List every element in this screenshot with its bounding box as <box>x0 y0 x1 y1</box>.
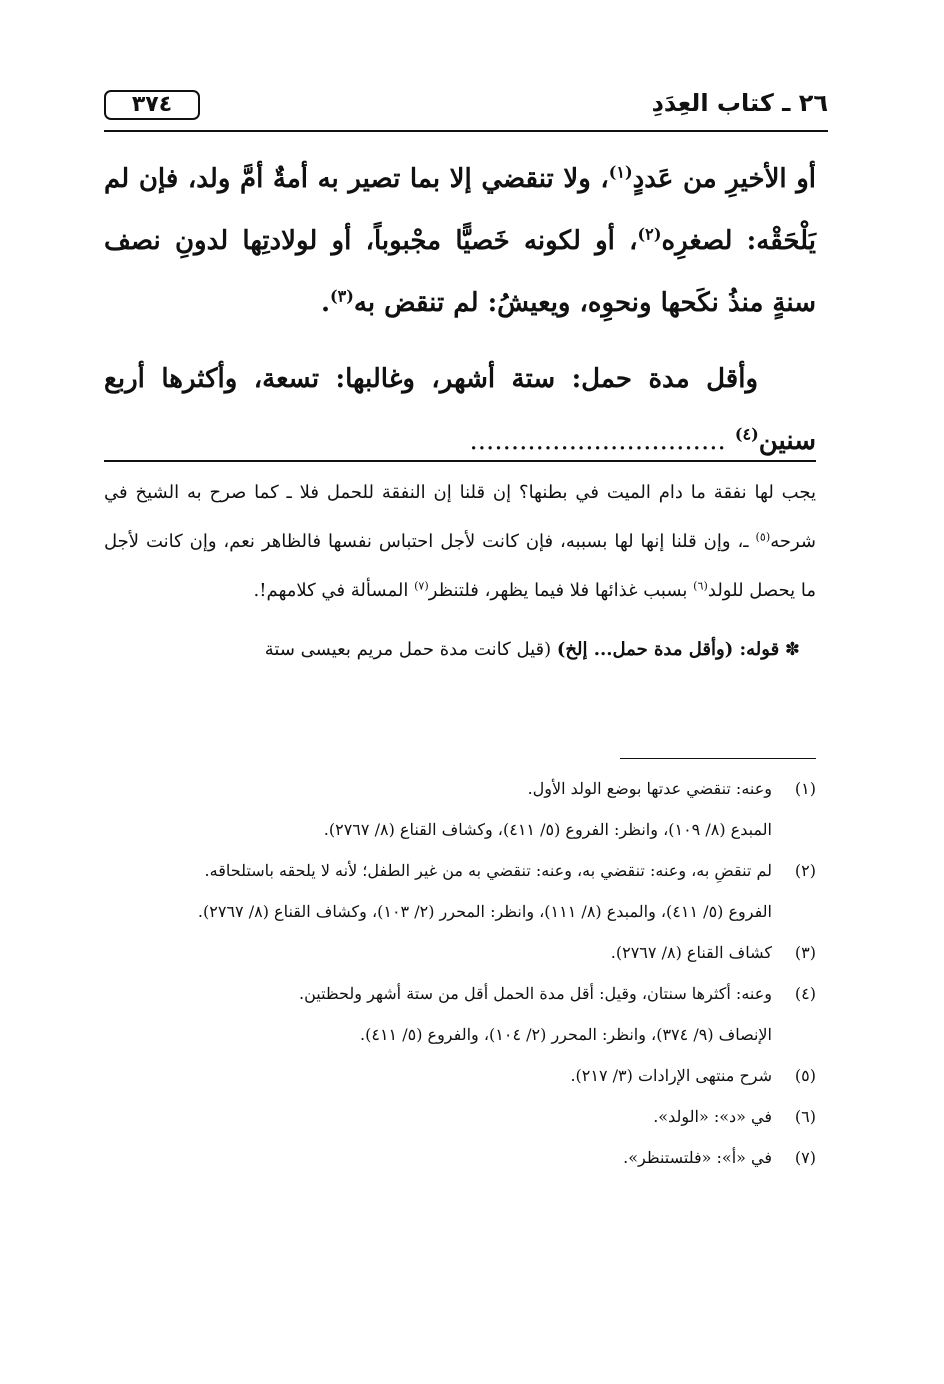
text-segment: . <box>320 288 331 318</box>
text-segment: يجب لها نفقة ما دام الميت في بطنها؟ إن قلنا إن النفقة للحمل فلا ـ كما صرح به الشيخ في شرحه <box>104 482 816 552</box>
footnote-7 <box>104 1137 816 1178</box>
footnote-4 <box>104 973 816 1055</box>
footnote-ref-4: (٤) <box>734 424 759 444</box>
text-segment: ، ولا تنقضي إلا بما تصير به أمةٌ أمَّ ولد، فإن لم يَلْحَقْه: لصغرِه <box>104 164 816 256</box>
commentary-text <box>104 468 816 674</box>
section-divider <box>104 460 816 462</box>
footnote-2 <box>104 850 816 932</box>
text-segment: المسألة في كلامهم!. <box>253 580 415 601</box>
text-segment: ، أو لكونه خَصيًّا مجْبوباً، أو لولادتِها لدونِ نصف سنةٍ منذُ نكَحها ونحوِه، ويعيشُ: لم تنقض به <box>104 226 816 318</box>
footnote-1 <box>104 768 816 850</box>
footnote-ref-1: (١) <box>608 162 633 182</box>
footnote-line: كشاف القناع (٨/ ٢٧٦٧). <box>610 943 772 962</box>
note-label: قوله: <box>733 639 780 660</box>
page-number-box: ٣٧٤ <box>104 90 200 120</box>
commentary-paragraph-2 <box>104 625 816 674</box>
footnote-number: (٤) <box>794 984 816 1003</box>
footnote-line: وعنه: أكثرها سنتان، وقيل: أقل مدة الحمل أقل من ستة أشهر ولحظتين. <box>299 984 772 1003</box>
footnote-body <box>104 932 772 973</box>
main-text <box>104 148 816 472</box>
footnote-number: (٥) <box>794 1066 816 1085</box>
footnote-ref-6: (٦) <box>693 579 708 593</box>
footnote-body <box>104 768 772 850</box>
footnote-line: لم تنقضِ به، وعنه: تنقضي به، وعنه: تنقضي به من غير الطفل؛ لأنه لا يلحقه باستلحاقه. <box>204 861 772 880</box>
footnote-ref-5: (٥) <box>755 530 771 544</box>
footnote-5 <box>104 1055 816 1096</box>
text-segment: وأقل مدة حمل: ستة أشهر، وغالبها: تسعة، وأكثرها أربع سنين <box>104 364 816 456</box>
footnote-body <box>104 1055 772 1096</box>
footnote-body <box>104 1096 772 1137</box>
commentary-paragraph-1 <box>104 468 816 615</box>
header-rule <box>104 130 828 132</box>
footnote-number: (٧) <box>794 1148 816 1167</box>
footnote-number: (٣) <box>794 943 816 962</box>
footnote-number: (١) <box>794 779 816 798</box>
chapter-title: ٢٦ ـ كتاب العِدَدِ <box>651 89 828 117</box>
footnote-ref-3: (٣) <box>330 286 354 306</box>
text-segment: بسبب غذائها فلا فيما يظهر، فلتنظر <box>428 580 694 601</box>
footnote-line: في «أ»: «فلتستنظر». <box>623 1148 772 1167</box>
footnote-3 <box>104 932 816 973</box>
footnote-6 <box>104 1096 816 1137</box>
ellipsis-dots: ............................... <box>469 426 726 456</box>
footnote-line: شرح منتهى الإرادات (٣/ ٢١٧). <box>570 1066 772 1085</box>
footnote-divider <box>620 758 816 759</box>
footnote-ref-7: (٧) <box>414 579 429 593</box>
footnote-body <box>104 850 772 932</box>
quoted-text: (وأقل مدة حمل... إلخ) <box>556 639 734 660</box>
text-segment: ـ، وإن قلنا إنها لها بسببه، فإن كانت لأجل احتباس نفسها فالظاهر نعم، وإن كانت لأجل ما يحصل للولد <box>104 531 816 601</box>
footnote-number: (٢) <box>794 861 816 880</box>
footnote-body <box>104 1137 772 1178</box>
footnote-line: الفروع (٥/ ٤١١)، والمبدع (٨/ ١١١)، وانظر: المحرر (٢/ ١٠٣)، وكشاف القناع (٨/ ٢٧٦٧). <box>197 902 772 921</box>
main-paragraph-2 <box>104 348 816 472</box>
main-paragraph-1 <box>104 148 816 334</box>
footnote-line: الإنصاف (٩/ ٣٧٤)، وانظر: المحرر (٢/ ١٠٤)، والفروع (٥/ ٤١١). <box>360 1025 772 1044</box>
footnote-line: في «د»: «الولد». <box>653 1107 772 1126</box>
page-header <box>104 86 828 132</box>
text-segment: (قيل كانت مدة حمل مريم بعيسى ستة <box>264 639 557 660</box>
footnotes <box>104 768 816 1178</box>
star-icon: ✽ <box>784 639 800 660</box>
footnote-line: وعنه: تنقضي عدتها بوضع الولد الأول. <box>527 779 772 798</box>
footnote-number: (٦) <box>794 1107 816 1126</box>
footnote-ref-2: (٢) <box>637 224 662 244</box>
footnote-body <box>104 973 772 1055</box>
text-segment: أو الأخيرِ من عَددٍ <box>632 164 816 194</box>
footnote-line: المبدع (٨/ ١٠٩)، وانظر: الفروع (٥/ ٤١١)، وكشاف القناع (٨/ ٢٧٦٧). <box>323 820 772 839</box>
